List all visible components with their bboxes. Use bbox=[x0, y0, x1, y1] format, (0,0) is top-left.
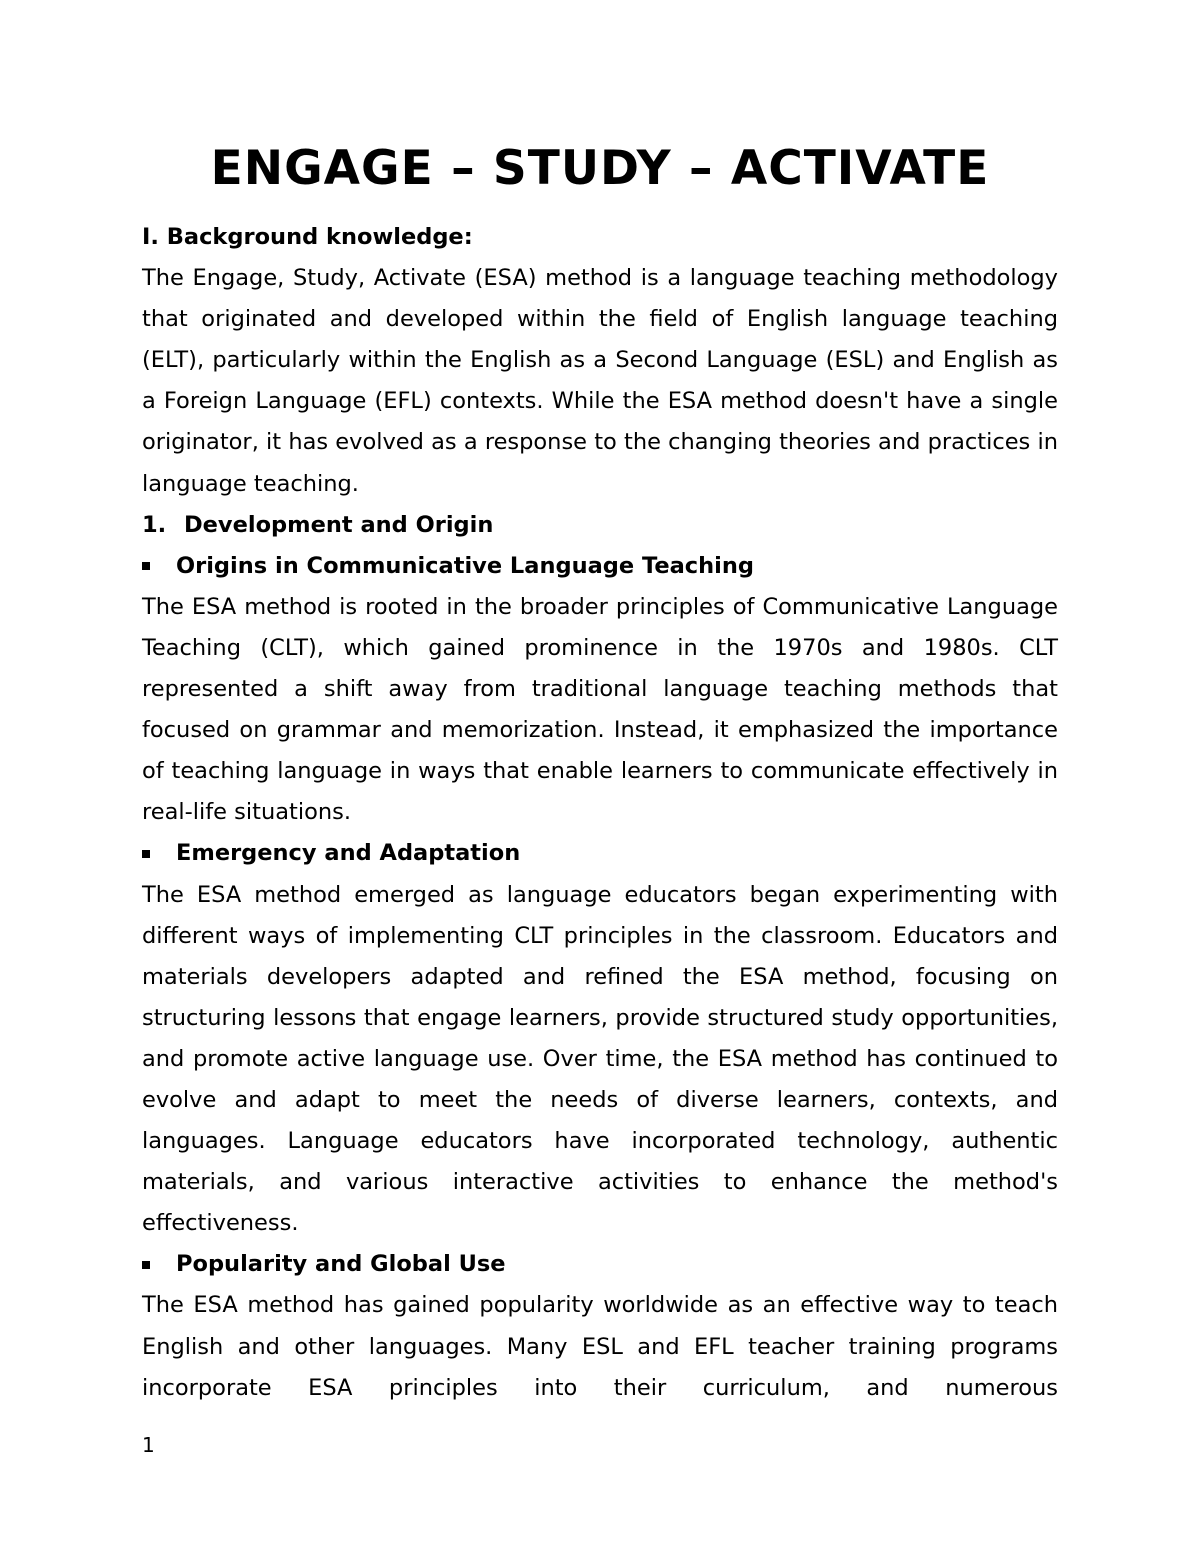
square-bullet-icon bbox=[142, 1261, 150, 1269]
heading-text: Development and Origin bbox=[184, 511, 494, 538]
subheading-emergency bbox=[142, 833, 1058, 874]
square-bullet-icon bbox=[142, 850, 150, 858]
page-number: 1 bbox=[142, 1433, 155, 1457]
subheading-text: Emergency and Adaptation bbox=[176, 840, 521, 867]
subheading-popularity bbox=[142, 1244, 1058, 1285]
subheading-origins bbox=[142, 546, 1058, 587]
document-body bbox=[142, 217, 1058, 1409]
section-heading-background: I. Background knowledge: bbox=[142, 224, 473, 250]
numbered-heading-development bbox=[142, 505, 1058, 546]
subheading-text: Popularity and Global Use bbox=[176, 1251, 506, 1278]
paragraph-origins: The ESA method is rooted in the broader principles of Communicative Language Teaching (CLT), which gained prominence in the 1970s and 1980s. CLT represented a shift away from traditional language teaching methods that focused on grammar and memorization. Instead, it emphasized the importance of teaching language in ways that enable learners to communicate effectively in real-life situations. bbox=[142, 593, 1058, 826]
paragraph-popularity: The ESA method has gained popularity worldwide as an effective way to teach English and other languages. Many ESL and EFL teacher training programs incorporate ESA principles into their curriculum, and numerous bbox=[142, 1292, 1058, 1401]
document-title: ENGAGE – STUDY – ACTIVATE bbox=[210, 141, 990, 196]
square-bullet-icon bbox=[142, 562, 150, 570]
intro-paragraph: The Engage, Study, Activate (ESA) method is a language teaching methodology that originated and developed within the field of English language teaching (ELT), particularly within the English as a Second Language (ESL) and English as a Foreign Language (EFL) contexts. While the ESA method doesn't have a single originator, it has evolved as a response to the changing theories and practices in language teaching. bbox=[142, 265, 1058, 497]
heading-number: 1. bbox=[142, 511, 167, 538]
paragraph-emergency: The ESA method emerged as language educators began experimenting with different ways of implementing CLT principles in the classroom. Educators and materials developers adapted and refined the ESA method, focusing on structuring lessons that engage learners, provide structured study opportunities, and promote active language use. Over time, the ESA method has continued to evolve and adapt to meet the needs of diverse learners, contexts, and languages. Language educators have incorporated technology, authentic materials, and various interactive activities to enhance the method's effectiveness. bbox=[142, 881, 1058, 1237]
subheading-text: Origins in Communicative Language Teaching bbox=[176, 552, 754, 579]
